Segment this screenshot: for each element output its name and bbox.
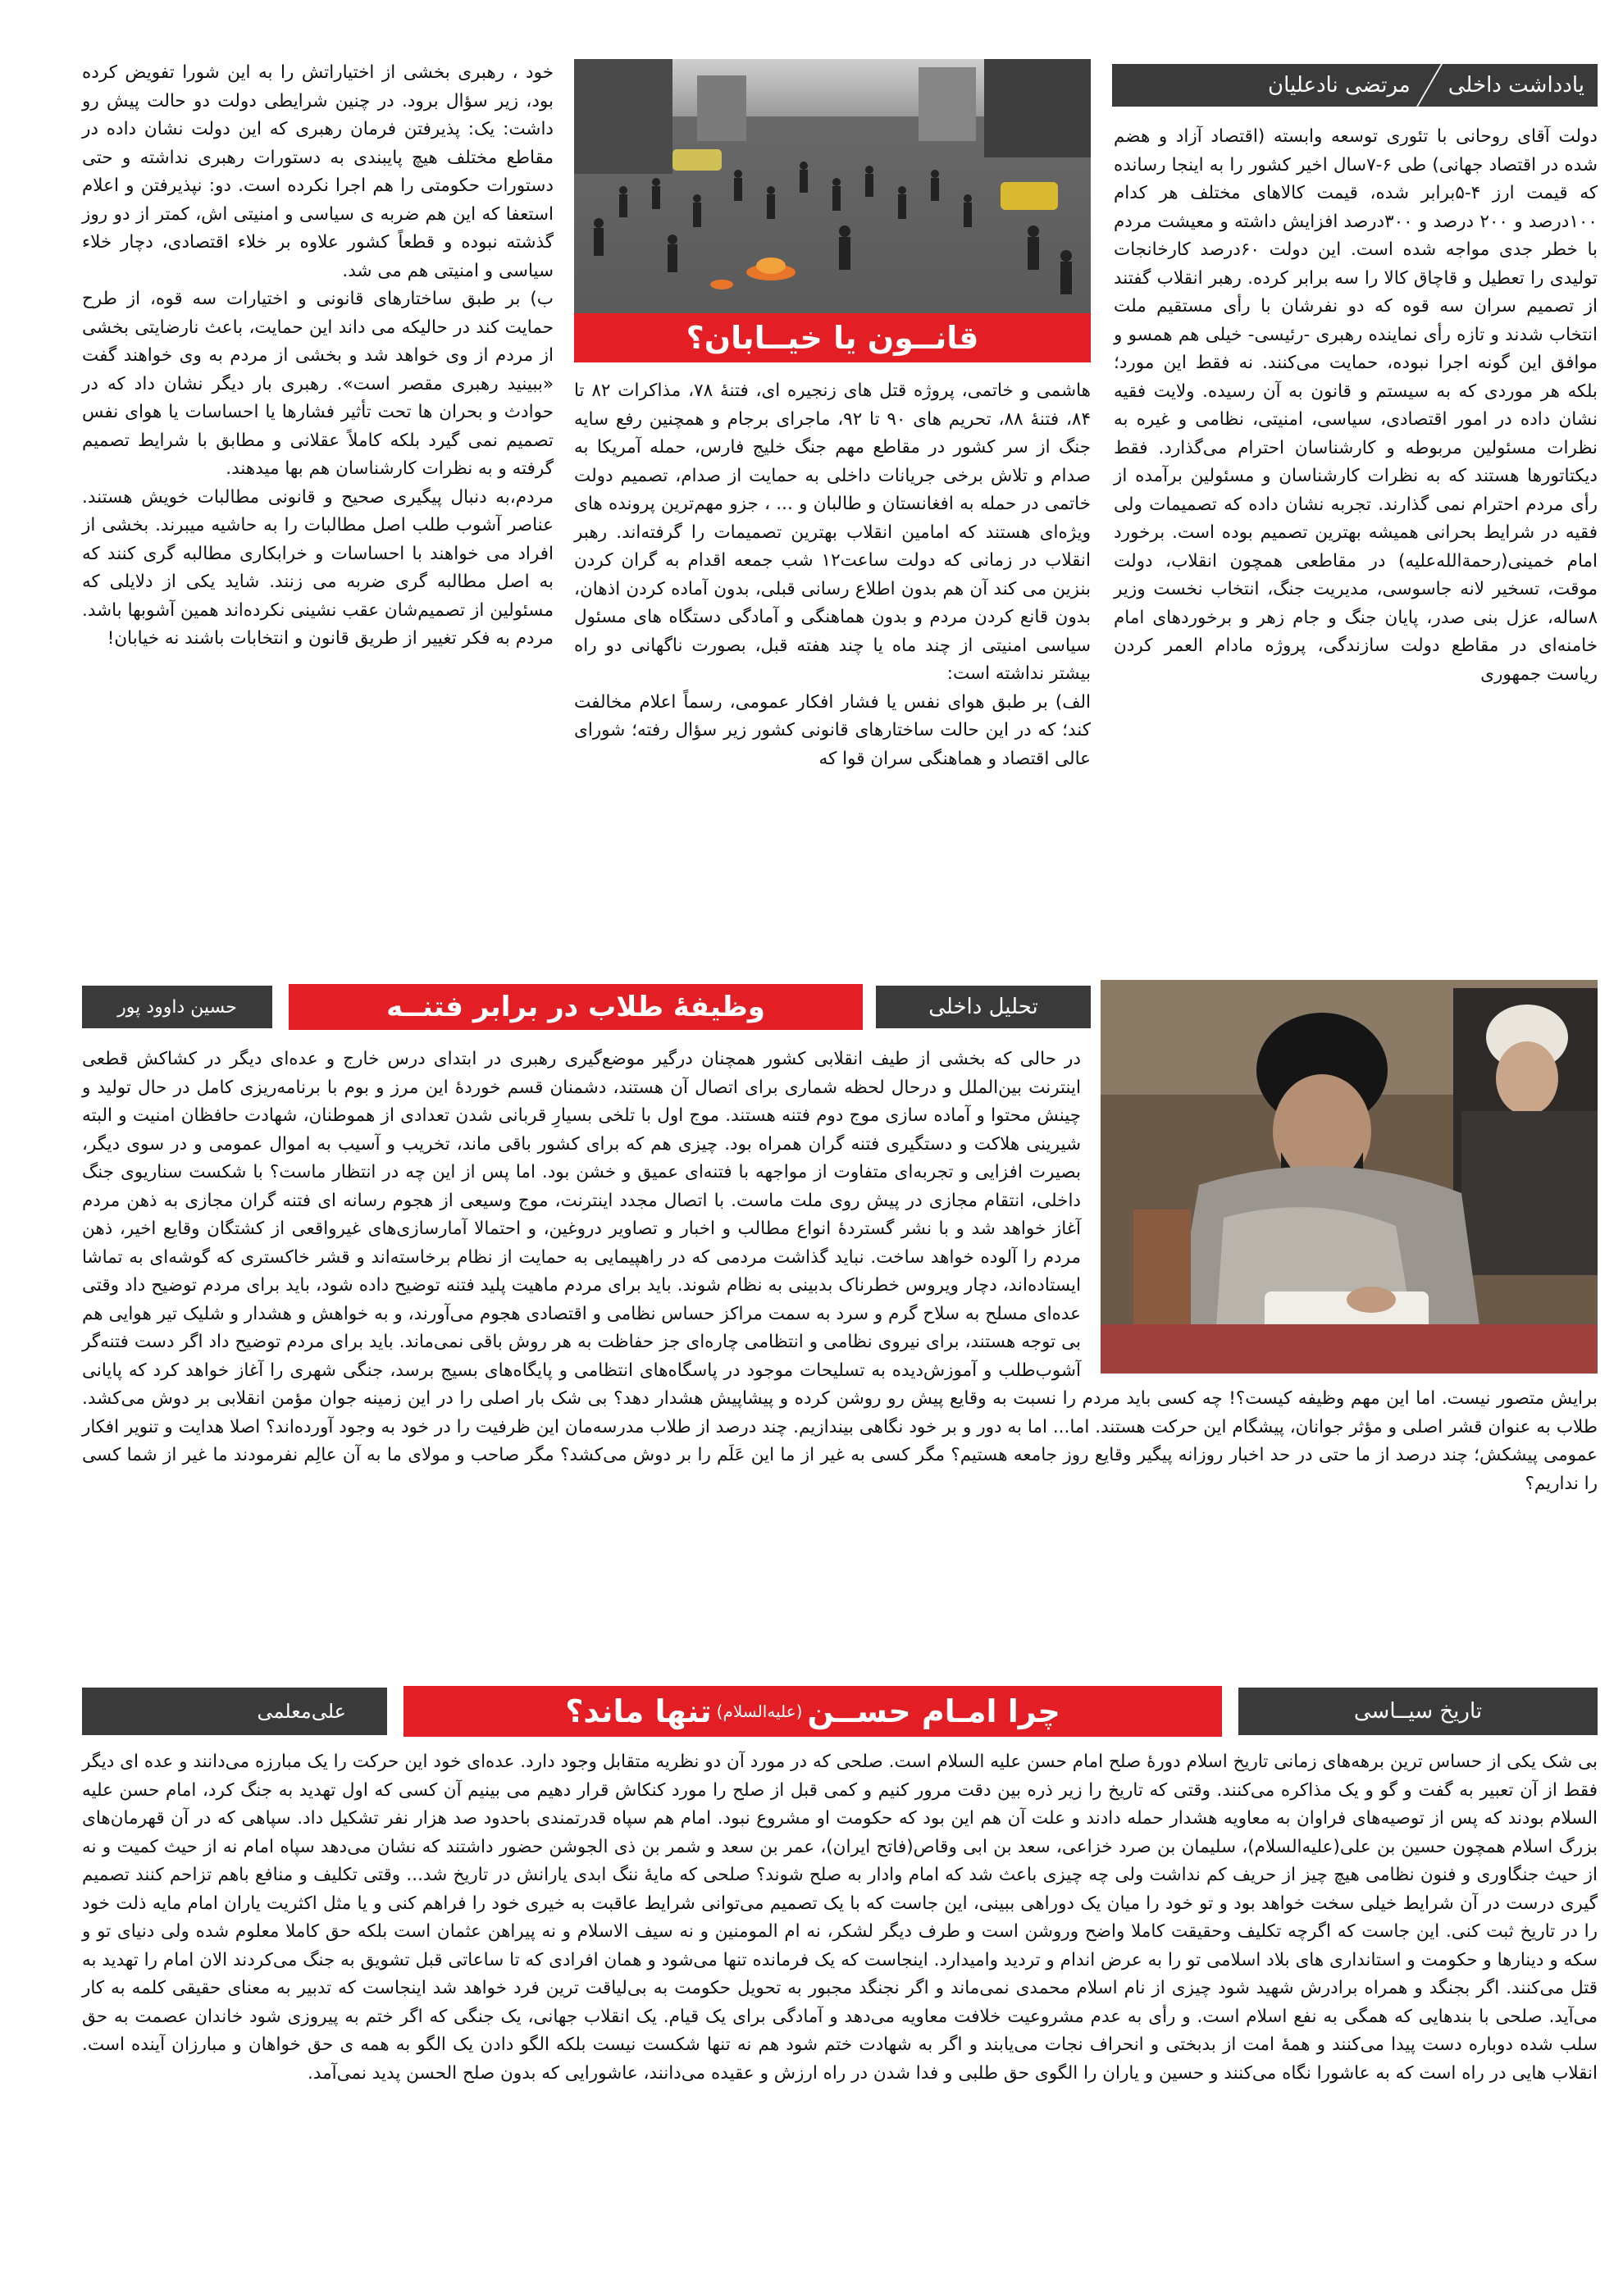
paragraph: خود ، رهبری بخشی از اختیاراتش را به این شورا تفویض کرده بود، زیر سؤال برود. در چنین شرایطی دولت دو حالت پیش رو داشت: یک: پذیرفتن فرمان رهبری که این دولت نشان داده در مقاطع مختلف هیچ پایبندی به دستورات رهبری نداشته و حتی دستورات حکومتی را هم اجرا نکرده است. دو: نپذیرفتن و اعلام استعفا که این هم ضربه ی سیاسی و امنیتی اش، کمتر از دو روز گذشته نبوده و قطعاً کشور علاوه بر خلاء اقتصادی، دچار خلاء سیاسی و امنیتی هم می شد.	[82, 62, 554, 281]
analysis-category: تحلیل داخلی	[928, 995, 1038, 1019]
paragraph: در حالی که بخشی از طیف انقلابی کشور همچنان درگیر موضع‌گیری رهبری در ابتدای درس خارج و عده‌ای دیگر در کشاکش قطعی اینترنت بین‌الملل و درحال لحظه شماری برای اتصال آن هستند، دشمنان قسم خوردهٔ این مرز و بوم با برنامه‌ریزی کامل در حال تولید و چینش محتوا و آماده سازی موج دوم فتنه هستند. موج اول با تلخی بسیارِ قربانی شدن تعدادی از هموطنان، شهادت حافظان امنیت و البته شیرینی هلاکت و دستگیری فتنه گران همراه بود. چیزی هم که برای کشور باقی ماند، تخریب و آسیب به اموال عمومی و در سوی دیگر، بصیرت افزایی و تجربه‌ای متفاوت از مواجهه با فتنه‌ای عمیق و خشن بود. اما پس از این چه در انتظار ماست؟ با شکست سناریوی جنگ داخلی، انتقام مجازی در پیش روی ملت ماست. با اتصال مجدد اینترنت، موج وسیعی از هجوم رسانه ای فتنه گران مجازی به ذهن مردم آغاز خواهد شد و با نشر گستردهٔ انواع مطالب و اخبار و تصاویر دروغین، و احتمالا آمارسازی‌های غیرواقعی از کشتگان وقایع اخیر، ذهن مردم را آلوده خواهد ساخت. نباید گذاشت مردمی که در راهپیمایی به حمایت از نظام برخاسته‌اند و قشر خاکستری که گوشه‌ای به تماشا ایستاده‌اند، دچار ویروس خطرناک بدبینی به نظام شوند. باید برای مردم ماهیت پلید فتنه توضیح داده شود، باید برای مردم توضیح داد وقتی عده‌ای مسلح به سلاح گرم و سرد به سمت مراکز حساس نظامی و اقتصادی هجوم می‌آورند، و به خواهش و هشدار و شلیک تیر هوایی هم بی توجه هستند، برای نیروی نظامی و انتظامی چاره‌ای جز حفاظت به هر روش باقی نمی‌ماند. باید برای مردم توضیح داد اگر دست فتنه‌گر آشوب‌طلب و آموزش‌دیده به تسلیحات موجود در پاسگاه‌های انتظامی و پایگاه‌های بسیج برسد، جنگی شهری را آغاز خواهد کرد که پایانی برایش متصور نیست. اما این مهم وظیفه کیست؟! چه کسی باید مردم را نسبت به وقایع پیش رو روشن کرده و پیشاپیش هشدار دهد؟ بی شک بار اصلی را در این زمینه جوان مؤمن انقلابی بر دوش می‌کشد. طلاب به عنوان قشر اصلی و مؤثر جوانان، پیشگام این حرکت هستند. اما... اما به دور و بر خود نگاهی بیندازیم. چند درصد از طلاب مدرسه‌مان این ظرفیت را در خود به وجود آورده‌اند؟ اصلا هدایت و تنویر افکار عمومی پیشکش؛ چند درصد از ما حتی در حد اخبار روزانه پیگیر وقایع روز جامعه هستیم؟ مگر کسی به غیر از ما این عَلَم را بر دوش می‌کشد؟ مگر صاحب و مولای ما به آن عالِم نفرمودند ما غیر از شما کسی را نداریم؟	[82, 1049, 1598, 1494]
history-title-end: تنها ماند؟	[565, 1693, 712, 1729]
analysis-category-bar	[876, 986, 1091, 1028]
note-col-left	[82, 59, 554, 961]
paragraph: مردم،به دنبال پیگیری صحیح و قانونی مطالبات خویش هستند. عناصر آشوب طلب اصل مطالبات را به حاشیه میبرند. بخشی از افراد می خواهند با احساسات و خرابکاری مطالبه گری کنند که به اصل مطالبه گری ضربه می زنند. شاید یکی از دلایلی که مسئولین از تصمیم‌شان عقب نشینی نکرده‌اند همین آشوبها باشد. مردم به فکر تغییر از طریق قانون و انتخابات باشند نه خیابان!	[82, 486, 554, 649]
paragraph: دولت آقای روحانی با تئوری توسعه وابسته (اقتصاد آزاد و هضم شده در اقتصاد جهانی) طی ۶-۷سال اخیر کشور را به اینجا رسانده که قیمت ارز ۴-۵برابر شده، قیمت کالاهای مختلف هر کدام ۱۰۰درصد و ۲۰۰ درصد و ۳۰۰درصد افزایش داشته و معیشت مردم با خطر جدی مواجه شده است. این دولت ۶۰درصد کارخانجات تولیدی را تعطیل و قاچاق کالا را سه برابر کرده. رهبر انقلاب گفتند از تصمیم سران سه قوه که دو نفرشان با رأی مستقیم ملت انتخاب شدند و تازه رأی نماینده رهبری -رئیسی- خیلی هم همسو و موافق این گونه اجرا نبوده، حمایت می‌کنند. نه فقط این مورد؛ بلکه هر موردی که به سیستم و قانون به آن رسیده. ولایت فقیه نشان داده در امور اقتصادی، سیاسی، امنیتی، نظامی و غیره به نظرات مسئولین مربوطه و کارشناسان احترام می‌گذارد. فقط دیکتاتورها هستند که به نظرات کارشناسان و مسئولین برآمده از رأی مردم احترام نمی گذارند. تجربه نشان داده که تصمیمات ولی فقیه در شرایط بحرانی همیشه بهترین تصمیم بوده است. برخورد امام خمینی(رحمةالله‌علیه) در مقاطعی همچون انقلاب، دولت موقت، تسخیر لانه جاسوسی، مدیریت جنگ، انتخاب نخست وزیر ۸ساله، عزل بنی صدر، پایان جنگ و جام زهر و برخوردهای امام خامنه‌ای در مقاطع دولت سازندگی، پروژه مادام العمر کردن ریاست جمهوری	[1114, 126, 1598, 685]
analysis-body	[82, 1046, 1598, 1652]
protest-photo	[574, 59, 1091, 313]
analysis-author: حسین داوود پور	[117, 996, 237, 1018]
history-category-bar	[1238, 1688, 1598, 1735]
analysis-author-bar	[82, 986, 272, 1028]
paragraph: الف) بر طبق هوای نفس یا فشار افکار عمومی، رسماً اعلام مخالفت کند؛ که در این حالت ساختارهای قانونی کشور زیر سؤال رفته؛ شورای عالی اقتصاد و هماهنگی سران قوا که	[574, 691, 1091, 769]
note-title: قانــون یا خیــابان؟	[686, 320, 979, 356]
note-col-middle	[574, 377, 1091, 959]
analysis-wrap-spacer	[1081, 1046, 1598, 1382]
history-author: علی‌معلمی	[257, 1700, 346, 1723]
history-author-bar	[82, 1688, 387, 1735]
protest-photo-image	[574, 59, 1091, 313]
history-title-banner	[403, 1686, 1222, 1737]
history-title-honorific: (علیه‌السلام)	[716, 1702, 803, 1721]
history-title-main: چرا امـام حســن	[807, 1693, 1060, 1729]
note-category-bar	[1112, 64, 1598, 107]
analysis-title: وظیفهٔ طلاب در برابر فتنــه	[386, 991, 765, 1023]
analysis-title-banner	[289, 984, 863, 1030]
note-title-banner	[574, 313, 1091, 362]
note-category: یادداشت داخلی	[1447, 73, 1584, 98]
history-body	[82, 1748, 1598, 2273]
paragraph: هاشمی و خاتمی، پروژه قتل های زنجیره ای، فتنهٔ ۷۸، مذاکرات ۸۲ تا ۸۴، فتنهٔ ۸۸، تحریم های ۹۰ تا ۹۲، ماجرای برجام و همچنین رفع سایه جنگ از سر کشور در مقاطع مهم جنگ خلیج فارس، حمله آمریکا به صدام و تلاش برخی جریانات داخلی به حمایت از صدام، تصمیم دولت خاتمی در حمله به افغانستان و طالبان و ... ، جزو مهم‌ترین پرونده های ویژه‌ای هستند که امامین انقلاب بهترین تصمیمات را گرفته‌اند. رهبر انقلاب در زمانی که دولت ساعت۱۲ شب جمعه اقدام به گران کردن بنزین می کند آن هم بدون اطلاع رسانی قبلی، بدون آماده کردن اذهان، بدون قانع کردن مردم و بدون هماهنگی و آمادگی دستگاه های مسئول سیاسی امنیتی از چند ماه یا چند هفته قبل، بصورت ناگهانی دو راه بیشتر نداشته است:	[574, 380, 1092, 684]
note-author: مرتضی نادعلیان	[1268, 73, 1411, 98]
history-category: تاریخ سیــاسی	[1353, 1699, 1483, 1724]
note-col-right	[1114, 123, 1598, 959]
paragraph: ب) بر طبق ساختارهای قانونی و اختیارات سه قوه، از طرح حمایت کند در حالیکه می داند این حمایت، باعث نارضایتی بخشی از مردم از وی خواهد شد و بخشی از مردم به وی خواهند گفت «ببینید رهبری مقصر است». رهبری بار دیگر نشان داد که در حوادث و بحران ها تحت تأثیر فشارها یا احساسات یا هوای نفس تصمیم نمی گیرد بلکه کاملاً عقلانی و مطابق با شرایط تصمیم گرفته و به نظرات کارشناسان هم بها میدهند.	[82, 289, 554, 479]
paragraph: بی شک یکی از حساس ترین برهه‌های زمانی تاریخ اسلام دورهٔ صلح امام حسن علیه السلام است. صلحی که در مورد آن دو نظریه متقابل وجود دارد. عده‌ای خود این حرکت را یک مبارزه می‌دانند و عده ای دیگر فقط از آن تعبیر به گفت و گو و یک مذاکره می‌کنند. وقتی که تاریخ را زیر ذره بین دقت مرور کنیم و کمی قبل از صلح را مورد کنکاش قرار دهیم می بینیم آن کسی که اول تهدید به جنگ کرد، امام حسن علیه السلام بودند که پس از توصیه‌های فراوان به معاویه هشدار حمله دادند و علت آن هم این بود که حکومت او مشروع نبود. امام هم سپاه قدرتمندی باحدود صد هزار نفر تشکیل داد. سپاهی که در آن قهرمان‌های بزرگ اسلام همچون حسین بن علی(علیه‌السلام)، سلیمان بن صرد خزاعی، سعد بن ابی وقاص(فاتح ایران)، عمر بن سعد و شمر بن ذی الجوشن حضور داشتند که نشان می‌دهد سپاه امام نه از حیث کمیت و نه از حیث جنگاوری و فنون نظامی هیچ چیز از حریف کم نداشت ولی چه چیزی باعث شد که امام وادار به صلح شوند؟ صلحی که مایهٔ ننگ ابدی یارانش در تاریخ شد... وقتی تکلیف و منافع باهم تزاحم کنند تصمیم گیری درست در آن شرایط خیلی سخت خواهد بود و تو خود را میان یک دوراهی ببینی، این جاست که با یک تصمیم می‌توانی شرایط عاقبت به خیری خود را فراهم کنی و یا مثل اکثریت یاران امام مایه ذلت خود را در تاریخ ثبت کنی. این جاست که اگرچه تکلیف وحقیقت کاملا واضح وروشن است و طرف دیگر لشکر، نه ام المومنین و نه سیف الاسلام و نه پیراهن عثمان است بلکه حق کاملا معلوم شده ولی دنیای تو و سکه و دینارها و حکومت و استانداری های بلاد اسلامی تو را به عرض اندام و تردید وامیدارد. اینجاست که یک فرمانده تنها می‌شود و همان افرادی که تا ساعاتی قبل تشویق به جنگ می‌کردند الان امام را تهدید به قتل می‌کنند. اگر بجنگد و همراه برادرش شهید شود چیزی از نام اسلام محمدی نمی‌ماند و اگر نجنگد مجبور به تحویل حکومت به بی‌لیاقت ترین فرد خواهد شد اینجاست که تدبیر به معنای حقیقی کلمه به کار می‌آید. صلحی با بندهایی که همگی به نفع اسلام است. و رأی به عدم مشروعیت خلافت معاویه می‌دهد و آمادگی برای یک قیام. یک انقلاب جهانی، یک جنگی که اگر ختم به پیروزی شود خاندان عصمت به حق سلب شده دوباره دست پیدا می‌کنند و همهٔ امت از بدبختی و انحراف نجات می‌یابند و اگر به شهادت ختم شود هم نه تنها شکست نیست بلکه الگو دادن یک الگو به همه ی حق خواهان و مبارزان آینده است. انقلاب هایی در راه است که به عاشورا نگاه می‌کنند و حسین و یاران را الگوی حق طلبی و فدا شدن در راه ارزش و عقیده می‌دانند، عاشورایی که بدون صلح الحسن پدید نمی‌آمد.	[82, 1752, 1598, 2084]
category-divider	[1416, 64, 1443, 107]
